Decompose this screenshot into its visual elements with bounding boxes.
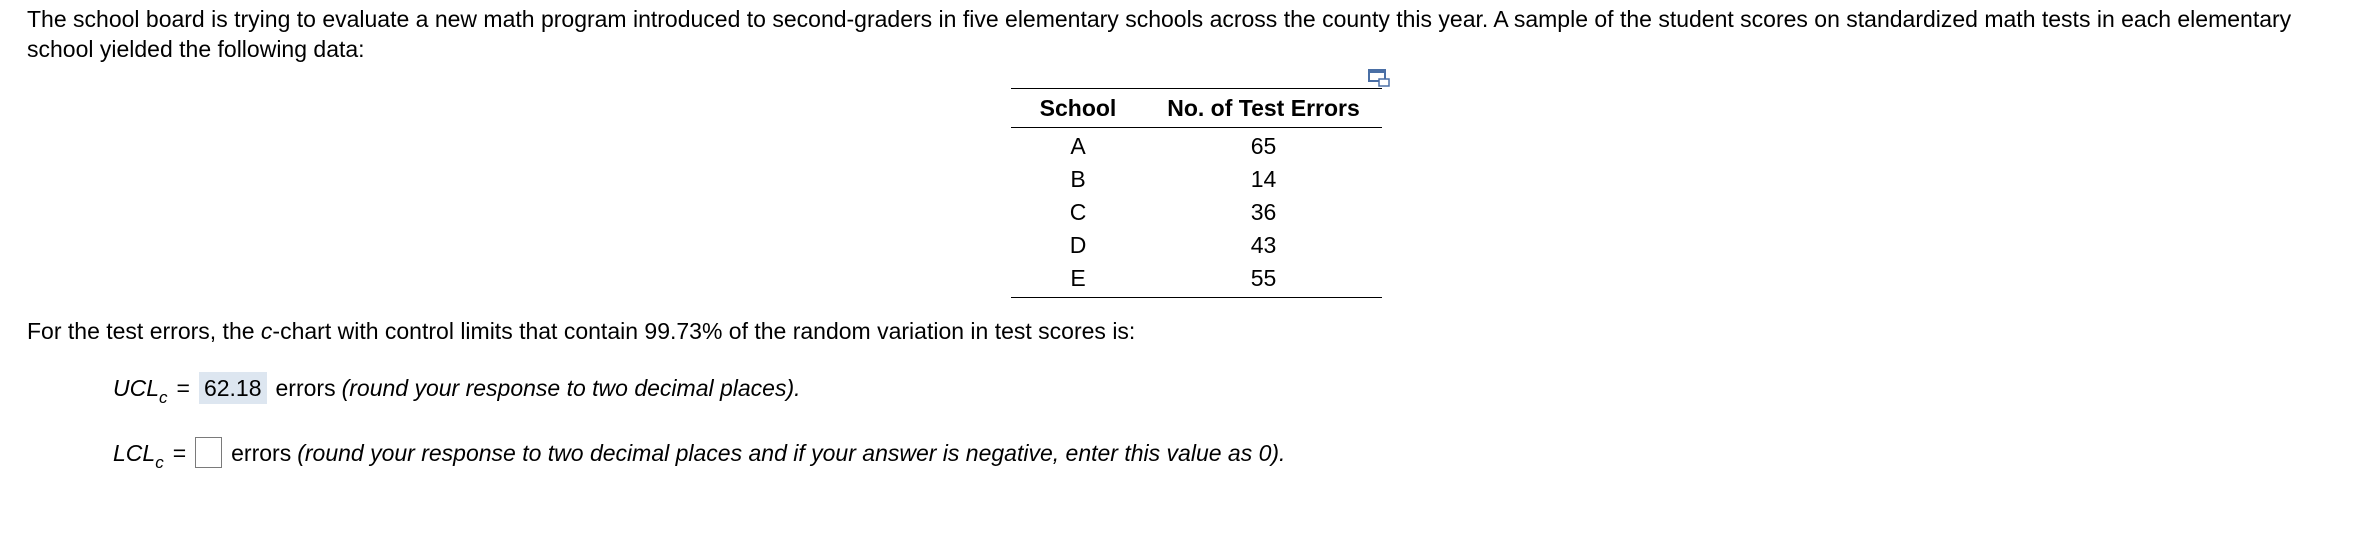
cell-errors: 36	[1250, 199, 1277, 225]
ucl-instructions: (round your response to two decimal places).	[341, 375, 801, 401]
prompt-text	[27, 316, 1135, 346]
ucl-equals: =	[176, 375, 190, 401]
prompt-before: For the test errors, the	[27, 318, 261, 344]
cell-errors: 55	[1145, 262, 1382, 298]
cell-school: A	[1070, 133, 1086, 159]
table-row	[1011, 128, 1382, 164]
prompt-emph: c	[260, 318, 273, 344]
ucl-label	[113, 373, 168, 407]
header-test-errors: No. of Test Errors	[1145, 89, 1382, 128]
prompt-after: -chart with control limits that contain 99.73% of the random variation in test scores is:	[272, 318, 1136, 344]
header-school: School	[1011, 89, 1145, 128]
question-text: The school board is trying to evaluate a new math program introduced to second-graders in five elementary schools across the county this year. A sample of the student scores on standardized math tests in each elementary school yielded the following data:	[27, 6, 2292, 62]
ucl-subscript: c	[159, 388, 168, 407]
table-header-row	[1011, 89, 1382, 128]
lcl-units: errors	[231, 439, 292, 466]
table-row	[1011, 229, 1382, 262]
cell-errors: 14	[1250, 166, 1277, 192]
cell-errors: 65	[1250, 133, 1277, 159]
ucl-row	[113, 372, 801, 407]
lcl-label	[113, 438, 164, 472]
data-table-container	[1011, 88, 1382, 298]
cell-school: C	[1069, 199, 1087, 225]
lcl-row	[113, 437, 1286, 472]
table-row	[1011, 196, 1382, 229]
ucl-units: errors	[275, 375, 336, 401]
data-table	[1011, 88, 1382, 298]
ucl-answer-field[interactable]: 62.18	[199, 372, 267, 404]
lcl-label-text: LCL	[113, 439, 156, 466]
table-row	[1011, 163, 1382, 196]
cell-school: D	[1069, 232, 1087, 258]
cell-errors: 43	[1250, 232, 1277, 258]
ucl-label-text: UCL	[113, 375, 160, 401]
expand-table-icon[interactable]	[1367, 68, 1391, 88]
lcl-answer-input[interactable]	[195, 437, 222, 468]
lcl-instructions: (round your response to two decimal places and if your answer is negative, enter this value as 0).	[297, 439, 1286, 466]
cell-school: B	[1070, 166, 1086, 192]
table-row	[1011, 262, 1382, 298]
lcl-subscript: c	[155, 452, 164, 472]
cell-school: E	[1011, 262, 1145, 298]
lcl-equals: =	[172, 439, 187, 466]
